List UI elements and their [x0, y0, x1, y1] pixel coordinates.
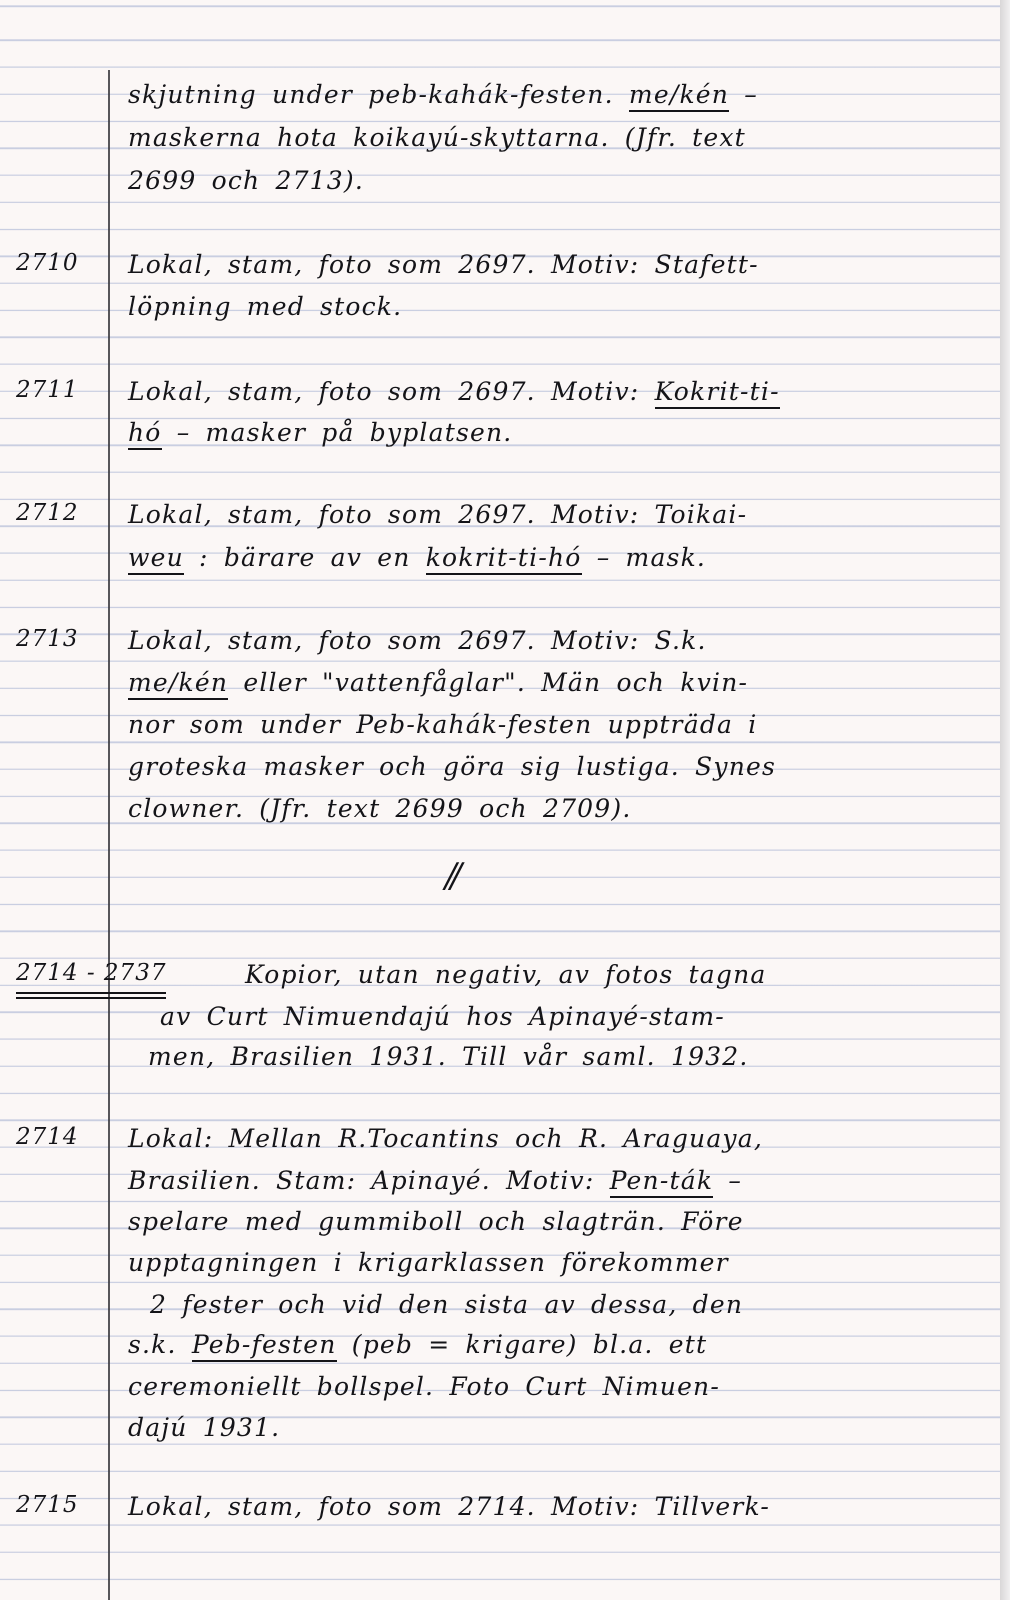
entry-2711-line-1: Lokal, stam, foto som 2697. Motiv: Kokrit-ti- — [128, 377, 780, 406]
underlined-term: me/kén — [629, 80, 729, 112]
entry-continued-line-3: 2699 och 2713). — [128, 166, 364, 195]
entry-2713-line-2: me/kén eller "vattenfåglar". Män och kvin- — [128, 668, 748, 697]
entry-2714-line-4: upptagningen i krigarklassen förekommer — [128, 1248, 729, 1277]
entry-number-2715: 2715 — [16, 1492, 79, 1518]
entry-2714-2737-line-2: av Curt Nimuendajú hos Apinayé-stam- — [160, 1002, 725, 1031]
entry-2714-line-2: Brasilien. Stam: Apinayé. Motiv: Pen-ták – — [128, 1166, 742, 1195]
entry-2714-line-3: spelare med gummiboll och slagträn. Före — [128, 1207, 744, 1236]
entry-2714-line-8: dajú 1931. — [128, 1413, 281, 1442]
entry-2715-line-1: Lokal, stam, foto som 2714. Motiv: Tillverk- — [128, 1492, 771, 1521]
entry-2713-line-1: Lokal, stam, foto som 2697. Motiv: S.k. — [128, 626, 707, 655]
entry-2710-line-1: Lokal, stam, foto som 2697. Motiv: Stafett- — [128, 250, 759, 279]
underlined-term: me/kén — [128, 668, 228, 700]
entry-continued-line-1: skjutning under peb-kahák-festen. me/kén – — [128, 80, 758, 109]
underlined-term: Pen-ták — [610, 1166, 714, 1198]
entry-2714-line-7: ceremoniellt bollspel. Foto Curt Nimuen- — [128, 1372, 721, 1401]
entry-continued-line-2: maskerna hota koikayú-skyttarna. (Jfr. text — [128, 123, 746, 152]
underlined-term: Kokrit-ti- — [655, 377, 780, 409]
entry-2714-line-5: 2 fester och vid den sista av dessa, den — [150, 1290, 744, 1319]
page-edge — [1000, 0, 1010, 1600]
entry-number-2712: 2712 — [16, 500, 79, 526]
entry-number-2714: 2714 — [16, 1124, 79, 1150]
entry-number-2710: 2710 — [16, 250, 79, 276]
section-divider-mark: // — [445, 856, 456, 896]
entry-2713-line-3: nor som under Peb-kahák-festen uppträda i — [128, 710, 758, 739]
underlined-term: Peb-festen — [192, 1330, 337, 1362]
range-underline — [16, 992, 166, 994]
entry-2712-line-1: Lokal, stam, foto som 2697. Motiv: Toikai- — [128, 500, 748, 529]
underlined-term: kokrit-ti-hó — [426, 543, 582, 575]
underlined-term: hó — [128, 418, 162, 450]
entry-2714-line-6: s.k. Peb-festen (peb = krigare) bl.a. ett — [128, 1330, 707, 1359]
entry-number-2714-2737: 2714 - 2737 — [16, 960, 167, 986]
entry-number-2711: 2711 — [16, 377, 79, 403]
entry-2714-line-1: Lokal: Mellan R.Tocantins och R. Araguaya, — [128, 1124, 764, 1153]
entry-2714-2737-line-3: men, Brasilien 1931. Till vår saml. 1932. — [148, 1042, 749, 1071]
range-underline-double — [16, 997, 166, 999]
entry-2711-line-2: hó – masker på byplatsen. — [128, 418, 512, 447]
entry-2714-2737-line-1: Kopior, utan negativ, av fotos tagna — [245, 960, 767, 989]
entry-2713-line-5: clowner. (Jfr. text 2699 och 2709). — [128, 794, 632, 823]
entry-number-2713: 2713 — [16, 626, 79, 652]
margin-rule — [108, 70, 110, 1600]
underlined-term: weu — [128, 543, 184, 575]
entry-2712-line-2: weu : bärare av en kokrit-ti-hó – mask. — [128, 543, 706, 572]
entry-2710-line-2: löpning med stock. — [128, 292, 403, 321]
entry-2713-line-4: groteska masker och göra sig lustiga. Synes — [128, 752, 777, 781]
